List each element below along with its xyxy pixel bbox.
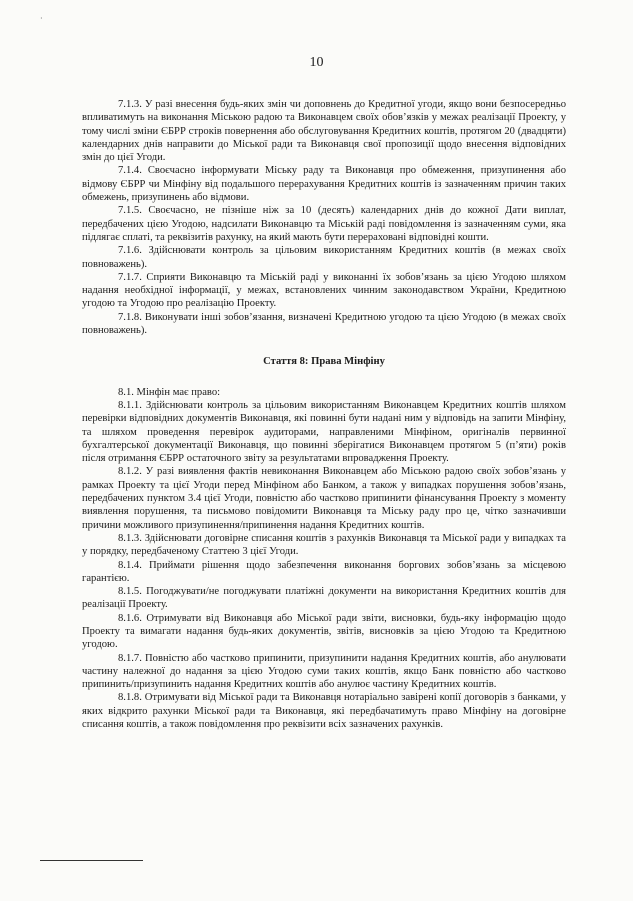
page-number: 10: [309, 55, 324, 70]
paragraph-7-1-3: 7.1.3. У разі внесення будь-яких змін чи доповнень до Кредитної угоди, якщо вони безпосередньо впливатимуть на виконання Міською радою та Виконавцем своїх обов’язків у межах реалізації Проекту, у тому числі зміни ЄБРР строків повернення або обслуговування Кредитних коштів, протягом 20 (двадцяти) календарних днів направити до Міської ради та Виконавця свої пропозиції щодо внесення відповідних змін до цієї Угоди.: [82, 99, 566, 164]
article-8-heading: Стаття 8: Права Мінфіну: [263, 356, 385, 368]
scan-mark: ·: [40, 14, 43, 23]
paragraph-8-1-1: 8.1.1. Здійснювати контроль за цільовим використанням Виконавцем Кредитних коштів шляхом перевірки відповідних документів Виконавця, які повинні бути надані ним у відповідь на запити Мінфіну, та шляхом проведення перевірок аудиторами, направленими Мінфіном, оригіналів первинної бухгалтерської документації Виконавця, що повинні зберігатися Виконавцем протягом 5 (п’яти) років після отримання ЄБРР остаточного звіту за результатами впровадження Проекту.: [82, 399, 566, 465]
paragraph-8-1-2: 8.1.2. У разі виявлення фактів невиконання Виконавцем або Міською радою своїх зобов’язань у рамках Проекту та цієї Угоди перед Мінфіном або Банком, а також у випадках порушення зобов’язань, передбачених пунктом 3.4 цієї Угоди, повністю або частково припинити фінансування Проекту з моменту виявлення порушення, та письмово повідомити Виконавця та Міську раду про це, чітко зазначивши причини можливого призупинення/припинення надання Кредитних коштів.: [82, 466, 566, 531]
paragraph-8-1: 8.1. Мінфін має право:: [118, 386, 221, 398]
paragraph-8-1-5: 8.1.5. Погоджувати/не погоджувати платіжні документи на використання Кредитних коштів для реалізації Проекту.: [82, 586, 566, 611]
paragraph-7-1-5: 7.1.5. Своєчасно, не пізніше ніж за 10 (десять) календарних днів до кожної Дати виплат, передбачених цією Угодою, надсилати Виконавцю та Міській раді повідомлення із зазначенням суми, яка підлягає сплаті, та реквізитів рахунку, на який мають бути перераховані відповідні кошти.: [82, 205, 566, 243]
paragraph-7-1-7: 7.1.7. Сприяти Виконавцю та Міській раді у виконанні їх зобов’язань за цією Угодою шляхом надання необхідної інформації, у межах, встановлених чинним законодавством України, Кредитною угодою та Угодою про реалізацію Проекту.: [82, 271, 566, 310]
footnote-separator: [40, 860, 143, 861]
paragraph-8-1-8: 8.1.8. Отримувати від Міської ради та Виконавця нотаріально завірені копії договорів з банками, у яких відкрито рахунки Міської ради та Виконавця, які передбачатимуть право Мінфіну на договірне списання коштів, а також повідомлення про реквізити всіх зазначених рахунків.: [82, 692, 566, 731]
paragraph-8-1-6: 8.1.6. Отримувати від Виконавця або Міської ради звіти, висновки, будь-яку інформацію щодо Проекту та вимагати надання будь-яких документів, звітів, висновків за цією Угодою та Кредитною угодою.: [82, 612, 566, 651]
paragraph-7-1-6: 7.1.6. Здійснювати контроль за цільовим використанням Кредитних коштів (в межах своїх повноважень).: [82, 245, 566, 270]
paragraph-8-1-4: 8.1.4. Приймати рішення щодо забезпечення виконання боргових зобов’язань за місцевою гарантією.: [82, 559, 566, 584]
paragraph-8-1-7: 8.1.7. Повністю або частково припинити, призупинити надання Кредитних коштів, або анулювати частину належної до надання за цією Угодою суми таких коштів, якщо Банк повністю або частково припинить/призупинить надання Кредитних коштів або анулює частину Кредитних коштів.: [82, 652, 566, 691]
paragraph-8-1-3: 8.1.3. Здійснювати договірне списання коштів з рахунків Виконавця та Міської ради у випадках та у порядку, передбаченому Статтею 3 цієї Угоди.: [82, 532, 566, 558]
paragraph-7-1-8: 7.1.8. Виконувати інші зобов’язання, визначені Кредитною угодою та цією Угодою (в межах своїх повноважень).: [82, 311, 566, 337]
paragraph-7-1-4: 7.1.4. Своєчасно інформувати Міську раду та Виконавця про обмеження, призупинення або відмову ЄБРР чи Мінфіну від подальшого перерахування Кредитних коштів із зазначенням причин таких обмежень, призупинень або відмови.: [82, 165, 566, 204]
document-body: [82, 98, 566, 731]
